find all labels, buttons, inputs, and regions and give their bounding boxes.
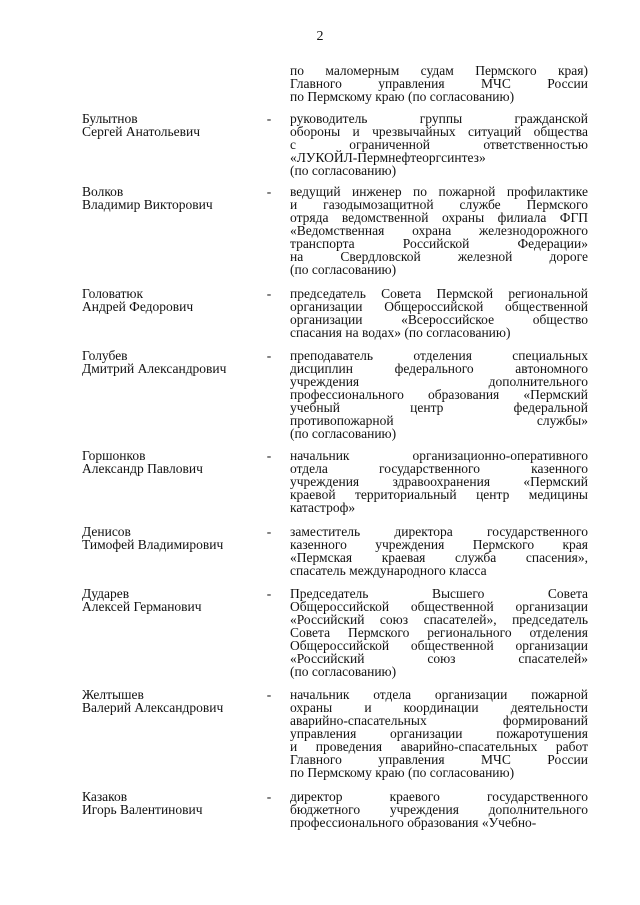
member-surname: Волков	[82, 184, 124, 199]
description-line: ведущий инженер по пожарной профилактике	[290, 184, 588, 199]
member-surname: Булытнов	[82, 111, 138, 126]
description-line: аварийно-спасательных формирований	[290, 713, 588, 728]
separator-dash: -	[266, 524, 272, 539]
description-line: директор краевого государственного	[290, 789, 588, 804]
member-name	[82, 287, 262, 313]
description-line: на Свердловской железной дороге	[290, 249, 588, 264]
member-position	[290, 185, 588, 276]
description-line: с ограниченной ответственностью	[290, 137, 588, 152]
member-given-names: Тимофей Владимирович	[82, 537, 224, 552]
description-line: управления организации пожаротушения	[290, 726, 588, 741]
description-line: (по согласованию)	[290, 262, 397, 277]
member-given-names: Владимир Викторович	[82, 197, 213, 212]
member-given-names: Сергей Анатольевич	[82, 124, 201, 139]
description-line: организации «Всероссийское общество	[290, 312, 588, 327]
description-line: начальник отдела организации пожарной	[290, 687, 588, 702]
member-name	[82, 449, 262, 475]
description-line: Общероссийской общественной организации	[290, 599, 588, 614]
description-line: «Российский союз спасателей»	[290, 651, 588, 666]
separator-dash: -	[266, 184, 272, 199]
description-line: Председатель Высшего Совета	[290, 586, 588, 601]
member-name	[82, 688, 262, 714]
description-line: заместитель директора государственного	[290, 524, 588, 539]
description-line: казенного учреждения Пермского края	[290, 537, 588, 552]
description-line: руководитель группы гражданской	[290, 111, 588, 126]
member-surname: Казаков	[82, 789, 128, 804]
description-line: противопожарной службы»	[290, 413, 588, 428]
description-line: дисциплин федерального автономного	[290, 361, 588, 376]
description-line: по Пермскому краю (по согласованию)	[290, 765, 515, 780]
member-name	[82, 112, 262, 138]
member-position	[290, 287, 588, 339]
description-line: (по согласованию)	[290, 664, 397, 679]
member-name	[82, 349, 262, 375]
description-line: (по согласованию)	[290, 163, 397, 178]
description-line: и газодымозащитной службе Пермского	[290, 197, 588, 212]
member-name	[82, 790, 262, 816]
description-line: бюджетного учреждения дополнительного	[290, 802, 588, 817]
description-line: отдела государственного казенного	[290, 461, 588, 476]
separator-dash: -	[266, 687, 272, 702]
description-line: обороны и чрезвычайных ситуаций общества	[290, 124, 588, 139]
description-line: учреждения здравоохранения «Пермский	[290, 474, 588, 489]
description-line: спасания на водах» (по согласованию)	[290, 325, 511, 340]
member-name	[82, 185, 262, 211]
member-surname: Дударев	[82, 586, 130, 601]
separator-dash: -	[266, 348, 272, 363]
member-given-names: Дмитрий Александрович	[82, 361, 227, 376]
member-given-names: Александр Павлович	[82, 461, 203, 476]
description-line: (по согласованию)	[290, 426, 397, 441]
description-line: начальник организационно-оперативного	[290, 448, 588, 463]
description-line: профессионального образования «Учебно-	[290, 815, 537, 830]
member-position	[290, 112, 588, 177]
member-position	[290, 349, 588, 440]
separator-dash: -	[266, 286, 272, 301]
separator-dash: -	[266, 448, 272, 463]
description-line: отряда ведомственной охраны филиала ФГП	[290, 210, 588, 225]
description-line: спасатель международного класса	[290, 563, 487, 578]
member-position	[290, 587, 588, 678]
continued-description	[290, 64, 588, 103]
description-line: «Российский союз спасателей», председатель	[290, 612, 588, 627]
description-line: краевой территориальный центр медицины	[290, 487, 588, 502]
description-line: профессионального образования «Пермский	[290, 387, 588, 402]
description-line: «Ведомственная охрана железнодорожного	[290, 223, 588, 238]
description-line: Общероссийской общественной организации	[290, 638, 588, 653]
member-surname: Денисов	[82, 524, 131, 539]
description-line: учреждения дополнительного	[290, 374, 588, 389]
description-line: по маломерным судам Пермского края)	[290, 63, 588, 78]
member-given-names: Валерий Александрович	[82, 700, 224, 715]
page-number: 2	[316, 29, 324, 44]
description-line: Главного управления МЧС России	[290, 752, 588, 767]
member-surname: Голубев	[82, 348, 128, 363]
member-position	[290, 449, 588, 514]
separator-dash: -	[266, 586, 272, 601]
member-given-names: Игорь Валентинович	[82, 802, 203, 817]
description-line: по Пермскому краю (по согласованию)	[290, 89, 515, 104]
member-given-names: Андрей Федорович	[82, 299, 194, 314]
description-line: катастроф»	[290, 500, 356, 515]
member-position	[290, 790, 588, 829]
description-line: преподаватель отделения специальных	[290, 348, 588, 363]
member-surname: Горшонков	[82, 448, 146, 463]
separator-dash: -	[266, 789, 272, 804]
description-line: Совета Пермского регионального отделения	[290, 625, 588, 640]
description-line: и проведения аварийно-спасательных работ	[290, 739, 588, 754]
separator-dash: -	[266, 111, 272, 126]
member-position	[290, 525, 588, 577]
description-line: учебный центр федеральной	[290, 400, 588, 415]
member-surname: Головатюк	[82, 286, 144, 301]
description-line: «Пермская краевая служба спасения»,	[290, 550, 588, 565]
member-name	[82, 587, 262, 613]
description-line: охраны и координации деятельности	[290, 700, 588, 715]
description-line: председатель Совета Пермской региональной	[290, 286, 588, 301]
member-given-names: Алексей Германович	[82, 599, 202, 614]
member-surname: Желтышев	[82, 687, 144, 702]
description-line: транспорта Российской Федерации»	[290, 236, 588, 251]
member-position	[290, 688, 588, 779]
member-name	[82, 525, 262, 551]
description-line: Главного управления МЧС России	[290, 76, 588, 91]
description-line: «ЛУКОЙЛ-Пермнефтеоргсинтез»	[290, 150, 486, 165]
description-line: организации Общероссийской общественной	[290, 299, 588, 314]
